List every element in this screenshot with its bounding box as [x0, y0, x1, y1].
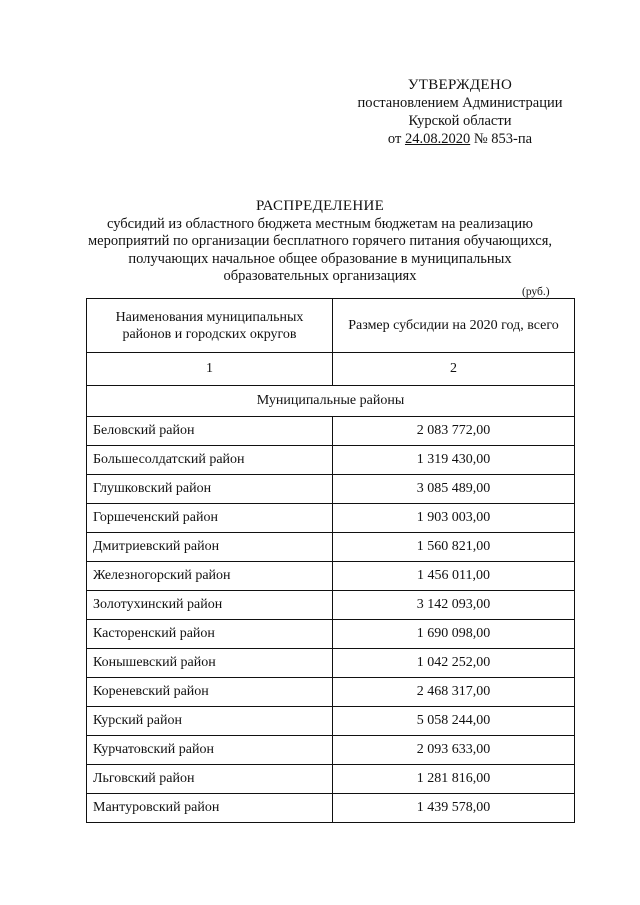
district-name: Кореневский район [87, 678, 333, 707]
approval-date-prefix: от [387, 131, 405, 147]
table-row [87, 591, 575, 620]
document-title-block [70, 198, 570, 286]
district-name: Глушковский район [87, 475, 333, 504]
district-name: Касторенский район [87, 620, 333, 649]
table-row [87, 736, 575, 765]
table-row [87, 765, 575, 794]
subsidy-amount: 5 058 244,00 [333, 707, 575, 736]
district-name: Железногорский район [87, 562, 333, 591]
district-name: Курский район [87, 707, 333, 736]
column-number: 2 [333, 353, 575, 386]
district-name: Мантуровский район [87, 794, 333, 823]
district-name: Золотухинский район [87, 591, 333, 620]
approval-line-2: Курской области [408, 113, 512, 129]
approval-date-line [330, 130, 590, 148]
table-row [87, 446, 575, 475]
subsidy-amount: 1 560 821,00 [333, 533, 575, 562]
header-cell-name: Наименования муниципальных районов и городских округов [87, 299, 333, 353]
table-row [87, 562, 575, 591]
section-row [87, 386, 575, 417]
table-row [87, 707, 575, 736]
subtitle-line: субсидий из областного бюджета местным бюджетам на реализацию [106, 215, 534, 232]
table-row [87, 794, 575, 823]
subsidy-amount: 1 690 098,00 [333, 620, 575, 649]
subtitle-line: образовательных организациях [223, 268, 417, 284]
subsidy-amount: 1 281 816,00 [333, 765, 575, 794]
subsidy-amount: 2 083 772,00 [333, 417, 575, 446]
subsidy-amount: 1 042 252,00 [333, 649, 575, 678]
subsidy-amount: 2 468 317,00 [333, 678, 575, 707]
approval-stamp [330, 76, 590, 148]
section-title: Муниципальные районы [87, 386, 575, 417]
district-name: Дмитриевский район [87, 533, 333, 562]
header-cell-amount: Размер субсидии на 2020 год, всего [333, 299, 575, 353]
table-row [87, 620, 575, 649]
district-name: Конышевский район [87, 649, 333, 678]
district-name: Курчатовский район [87, 736, 333, 765]
approval-line-1: постановлением Администрации [357, 95, 563, 111]
approval-number: № 853-па [470, 131, 533, 147]
currency-unit: (руб.) [522, 286, 550, 298]
approval-date: 24.08.2020 [404, 131, 471, 147]
subsidy-amount: 3 142 093,00 [333, 591, 575, 620]
table-row [87, 417, 575, 446]
table-row [87, 533, 575, 562]
subsidy-table [86, 298, 575, 823]
subsidy-amount: 1 439 578,00 [333, 794, 575, 823]
subsidy-amount: 1 456 011,00 [333, 562, 575, 591]
district-name: Большесолдатский район [87, 446, 333, 475]
subsidy-amount: 2 093 633,00 [333, 736, 575, 765]
table-row [87, 649, 575, 678]
column-number: 1 [87, 353, 333, 386]
table-header-row [87, 299, 575, 353]
table-row [87, 504, 575, 533]
subtitle-line: получающих начальное общее образование в муниципальных [128, 250, 512, 267]
table-row [87, 678, 575, 707]
subsidy-amount: 1 903 003,00 [333, 504, 575, 533]
table-row [87, 475, 575, 504]
column-number-row [87, 353, 575, 386]
district-name: Льговский район [87, 765, 333, 794]
document-title: РАСПРЕДЕЛЕНИЕ [255, 198, 385, 214]
subtitle-line: мероприятий по организации бесплатного горячего питания обучающихся, [87, 233, 553, 249]
district-name: Беловский район [87, 417, 333, 446]
district-name: Горшеченский район [87, 504, 333, 533]
subsidy-amount: 3 085 489,00 [333, 475, 575, 504]
subsidy-amount: 1 319 430,00 [333, 446, 575, 475]
approval-heading: УТВЕРЖДЕНО [407, 77, 513, 93]
